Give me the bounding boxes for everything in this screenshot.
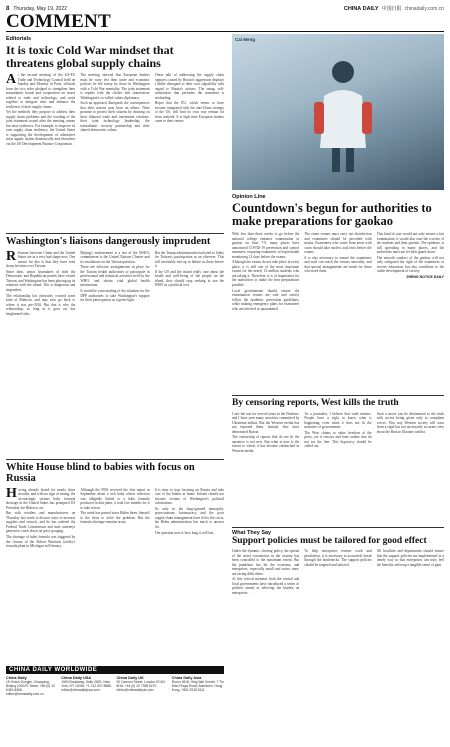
dropcap: A [6, 73, 17, 87]
divider [6, 459, 224, 460]
gaokao-byline: ZHENG NOTICE DAILY [406, 275, 444, 280]
editorial-headline-taiwan: Washington's liaisons dangerously imprudent [6, 236, 211, 247]
site-url[interactable]: chinadaily.com.cn [404, 5, 444, 12]
cartoon-figure-icon [310, 56, 376, 176]
contact-cell: China Daily UK 90 Cannon Street, London EC4N 6HA. +44 (0) 20 7398 8270. editor@chinadailyuk.com [116, 676, 165, 692]
brand-name-cn: 中国日报 [381, 6, 402, 12]
left-column [6, 34, 224, 700]
illustration-credit: Cai Meng [235, 37, 256, 42]
divider [232, 527, 444, 528]
support-body: Under the dynamic clearing policy, the spread of the novel coronavirus in the country has been controlled to the maximum extent. But the pandemic has hit the economy, and enterprises, especially small and micro ones, are facing difficulties. At this critical moment, both the central and local governments have introduced a series of policies aimed at relieving the burden on enterprises. To help enterprises resume work and production, it is necessary to accurately break through the bottlenecks. The support policies should be targeted and tailored. All localities and departments should ensure that the support policies are implemented in a timely way so that enterprises can truly feel the benefits and reap a tangible sense of gain. [232, 549, 444, 595]
censoring-headline: By censoring reports, West kills the truth [232, 398, 399, 408]
section-title: COMMENT [6, 11, 111, 32]
divider [232, 395, 444, 396]
editorial-body-baby-formula: Having already lasted for nearly three months, and with no sign of easing, the increasingly serious baby formula shortage in the United States has prompted US President Joe Biden to act. But with retailers and manufacturers on Thursday last week to discuss ways to increase supplies and restock, and he has ordered the Federal Trade Commission and state attorneys general to crack down on price gouging. The shortage of baby formula was triggered by the closure of the Abbott Nutrition facility's formula plant in Michigan in February. Although the FDA received the first report in September about a sick baby whose infection was allegedly linked to a baby formula produced in that plant, it took five months for it to take action. The week has passed since Biden threw himself to the front to solve the problem. But the formula shortage remains acute. It is time to stop focusing on Russia and take care of the babies at home. Infants should not become victims of Washington's political calculations. As only in the long-ignored monopoly, protectionism, bureaucracy and the poor supply-chain management have led to the crisis, the Biden administration has much to answer for. The question now is how long it will last. [6, 487, 224, 549]
support-headline: Support policies must be tailored for good effect [232, 535, 427, 546]
contact-cell: China Daily Asia Room 1818, Hing Wai Centre, 7 Tin Wan Praya Road, Aberdeen, Hong Kong. +852 2518 5111 [171, 676, 224, 692]
gaokao-body: With less than three weeks to go before the national college entrance examination or gaokao on June 7-9, many places have announced COVID-19 prevention and control measures, requiring examinees to begin health monitoring 14 days before the exams. Although the exams do not take place in every place, it is still one of the most important exams for the nearly 12 million students who are taking it. Therefore, it is of importance for the authorities to make the best preparations possible. Local governments should ensure the examination venues are safe and strictly follow the epidemic prevention guidelines, while making emergency plans for examinees who are infected or quarantined. The exam venues must carry out disinfection and examinees should be provided with masks. Examinees who come from areas with cases should take nucleic acid tests before the exams. It is also necessary to ensure the examinees and staff can reach the venues smoothly, and that special arrangements are made for those who need them. This kind of care would not only ensure a fair examination, it would also ease the worries of the students and their parents. The epidemic is still spreading in many places, and the authorities must not let their guard down. The smooth conduct of the gaokao will not only safeguard the right of the examinees to receive education, but also contribute to the stable development of society. ZHENG NOTICE DAILY [232, 232, 444, 311]
what-they-say-tag: What They Say [232, 529, 272, 536]
editorial-headline-supply-chains: It is toxic Cold War mindset that threatens global supply chains [6, 43, 174, 70]
contact-cell: China Daily USA 1500 Broadway, Suite 2800, New York, NY 10036. +1 212 537 8888. editor@chinadailyusa.com [61, 676, 112, 692]
section-masthead [6, 12, 444, 32]
divider [6, 233, 224, 234]
opinion-line-tag: Opinion Line [232, 194, 266, 200]
gaokao-headline: Countdown's begun for authorities to make preparations for gaokao [232, 201, 432, 228]
worldwide-contacts [6, 666, 224, 696]
brand-name: CHINA DAILY [343, 5, 379, 12]
page-number: 8 [6, 5, 10, 12]
editorial-headline-baby-formula: White House blind to babies with focus on Russia [6, 461, 195, 484]
worldwide-bar: CHINA DAILY WORLDWIDE [6, 666, 224, 674]
editorial-body-taiwan: Relations between China and the United States are in a very bad shape now. One reason for this is that they have seen sharp frictions over Taiwan. Since then, senior lawmakers of both the Democratic and Republican parties have visited Taiwan, and Washington has been playing up its relations with the island. This is dangerous and imprudent. The relationship has obviously crossed some kind of Rubicon, and may now go back to where it was pre-2016. But that is why the relationship, as long as it goes on, has heightened risks. Beijing's endorsement is a test of the WHO's commitment to the United Nations Charter and its resolutions on the Taiwan question. There are effective arrangements in place for the Taiwan health authorities to participate in professional and technical activities held by the WHO, and obtain vital global health information. It would be a misreading of the situation for the DPP authorities to take Washington's support for their participation as a green light. But the Trump administration had tried to lobby for Taiwan's participation as an observer. This will inevitably end up in failure as those before it. If the US and the island really care about the health and well-being of the people on the island, they should stop seeking to use the WHO as a political tool. [6, 250, 224, 316]
contact-cell: China Daily 15 Huixin Dongjie, Chaoyang, Beijing 100029. News: +86 (0) 10 6491-8366. editor@chinadaily.com.cn [6, 676, 55, 696]
editorials-tag: Editorials [6, 36, 32, 42]
censoring-body: I saw the war for several years in the Donbass, and I have seen many atrocities committed by Ukrainian militia. But the Western media has not reported them. Instead, they have demonized Russia. The censorship of reports that do not fit the narrative is not new. But what is new is the extent to which it has become entrenched in Western media. As a journalist, I believe that truth matters. People have a right to know what is happening, even when it does not fit the narrative of governments. The West claims to value freedom of the press, yet it censors and bans outlets that do not toe the line. This hypocrisy should be called out. Such a move can be detrimental to the truth with access being given only to compliant voices. This way Western society will soon form a rigid but not necessarily accurate view about the Russia-Ukraine conflict. [232, 411, 444, 453]
page-date: Thursday, May 19, 2022 [13, 5, 67, 12]
right-column [232, 34, 444, 665]
editorial-body-supply-chains: At the second meeting of the US-EU Trade and Technology Council held on Sunday and Monday in Paris, officials from the two sides pledged to strengthen their transatlantic bonds and cooperation on issues related to trade and technology, and work together to mitigate risks and enhance the resilience of their supply chains. Yet the methods they propose to address their supply chain problems and the wording of the joint statement issued after the meeting cannot but raise eyebrows. For example, to improve its own supply chain resiliency, the United States is supporting the development of alternative solar supply chains domestically and elsewhere via the US Development Finance Corporation. The meeting showed that European leaders must be wary lest their trade and economic policies be led astray by those in Washington with a Cold War mentality. The joint statement is replete with the cliches that characterize Washington's so-called values diplomacy. Such an approach disregards the consequences that their actions may have on others. Their promise to protect their citizens by drawing on their bilateral trade and investment relations, their joint technology leadership, the transatlantic security partnership and their shared democratic values. These talk of addressing the supply chain ruptures caused by Russia's aggression displays a blithe disregard of their own culpability with regard to Russia's actions. The smug, self-satisfaction that pervades the statement is misleading. Hopes that the EU, which seems to have become integrated with the anti-China strategy of the US, will find its own way remain far from realized. It is high time European leaders came to their senses. [6, 73, 224, 146]
cartoon-illustration [232, 34, 444, 190]
